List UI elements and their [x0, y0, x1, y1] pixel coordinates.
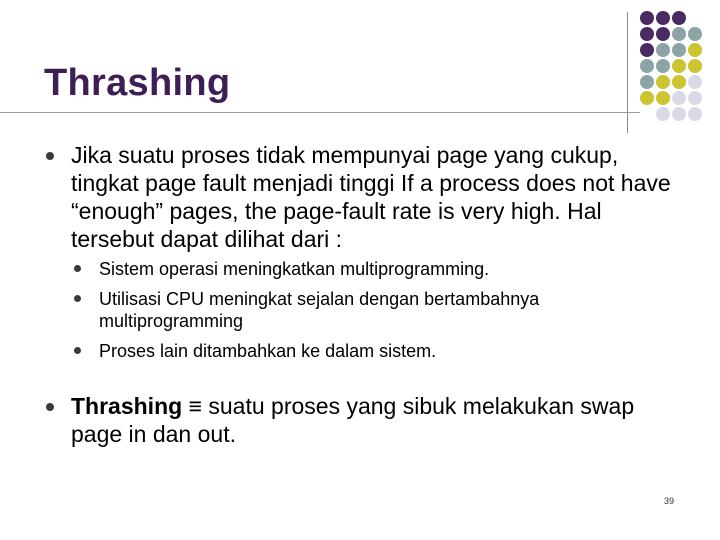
bullet-dot [46, 152, 54, 160]
decorative-dot [672, 75, 686, 89]
decorative-dot [656, 75, 670, 89]
decorative-dot [688, 27, 702, 41]
bullet-text: Jika suatu proses tidak mempunyai page yang cukup, tingkat page fault menjadi tinggi If a process does not have “enough” pages, the page-fault rate is very high. Hal tersebut dapat dilihat dari : [71, 142, 671, 252]
decorative-dot [640, 43, 654, 57]
bullet-text [71, 392, 671, 448]
decorative-dot [672, 107, 686, 121]
decorative-dot [672, 27, 686, 41]
decorative-dot [672, 43, 686, 57]
decorative-dot [640, 91, 654, 105]
sub-bullet-text: Proses lain ditambahkan ke dalam sistem. [99, 341, 437, 361]
sub-bullet-dot [74, 347, 81, 354]
slide-title: Thrashing [44, 62, 231, 104]
decorative-dot [656, 59, 670, 73]
decorative-dot [688, 91, 702, 105]
decorative-dot [656, 27, 670, 41]
sub-bullet-dot [74, 295, 81, 302]
bullet-dot [46, 403, 54, 411]
decorative-dot [688, 75, 702, 89]
decorative-dot [656, 91, 670, 105]
title-underline [0, 112, 640, 113]
sub-bullet-text: Sistem operasi meningkatkan multiprogramming. [99, 259, 490, 279]
decorative-dot [672, 11, 686, 25]
decorative-dot [640, 75, 654, 89]
decorative-dot [672, 59, 686, 73]
decorative-dot-grid [640, 11, 712, 121]
decorative-dot [640, 27, 654, 41]
equivalence-symbol: ≡ [188, 393, 202, 419]
page-number: 39 [664, 496, 675, 506]
decorative-vertical-line [627, 12, 628, 133]
sub-bullet-dot [74, 265, 81, 272]
sub-bullet-text: Utilisasi CPU meningkat sejalan dengan bertambahnya multiprogramming [99, 289, 540, 331]
decorative-dot [688, 43, 702, 57]
decorative-dot [656, 107, 670, 121]
decorative-dot [656, 43, 670, 57]
decorative-dot [688, 59, 702, 73]
decorative-dot [688, 107, 702, 121]
decorative-dot [640, 11, 654, 25]
bullet-definition: suatu proses yang sibuk melakukan swap page in dan out. [71, 393, 635, 447]
decorative-dot [672, 91, 686, 105]
bullet-term: Thrashing [71, 393, 183, 419]
decorative-dot [640, 59, 654, 73]
decorative-dot [656, 11, 670, 25]
